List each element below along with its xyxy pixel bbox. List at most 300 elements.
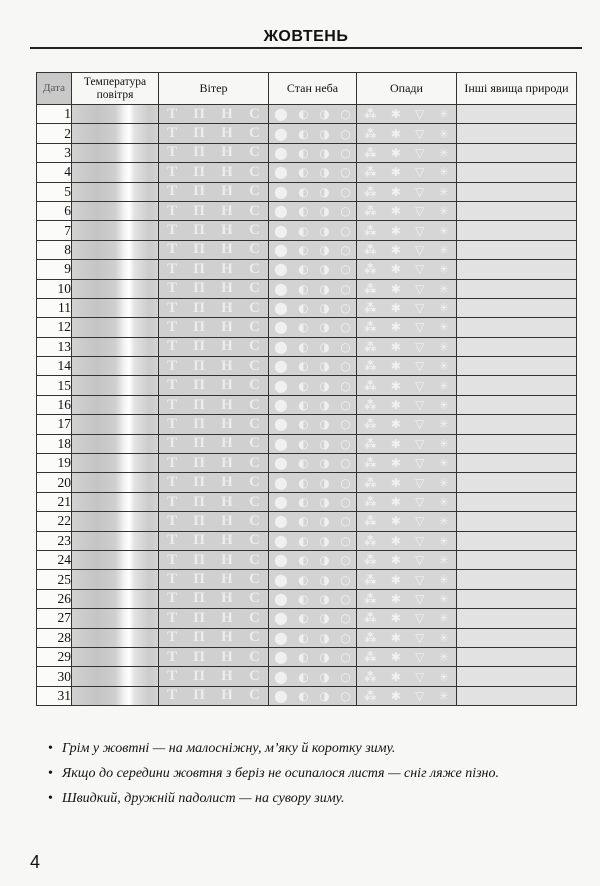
wind-cell[interactable]: [159, 201, 269, 220]
wind-symbol: Н: [221, 435, 233, 452]
wind-direction-symbols: [159, 454, 268, 472]
precipitation-icons: [357, 183, 456, 201]
precipitation-cell[interactable]: [357, 570, 457, 589]
sky-cell[interactable]: [269, 201, 357, 220]
wind-cell[interactable]: [159, 667, 269, 686]
sky-cell[interactable]: [269, 512, 357, 531]
wind-direction-symbols: [159, 570, 268, 588]
other-phenomena-cell[interactable]: [457, 240, 577, 259]
sky-cell[interactable]: [269, 143, 357, 162]
sky-icons: [269, 318, 356, 336]
temperature-cell[interactable]: [72, 298, 159, 317]
other-phenomena-cell[interactable]: [457, 260, 577, 279]
precipitation-cell[interactable]: [357, 473, 457, 492]
partly-cloudy-icon: ◐: [298, 204, 309, 219]
wind-symbol: П: [193, 280, 205, 297]
sky-icons: [269, 280, 356, 298]
precipitation-cell[interactable]: [357, 124, 457, 143]
header-wind: Вітер: [159, 73, 269, 105]
clear-sky-icon: ⬤: [274, 398, 288, 413]
sky-cell[interactable]: [269, 337, 357, 356]
snow-icon: ✱: [390, 126, 401, 141]
wind-symbol: Т: [167, 648, 178, 665]
saying-item: [48, 790, 588, 815]
temperature-cell[interactable]: [72, 492, 159, 511]
precipitation-cell[interactable]: [357, 609, 457, 628]
wind-symbol: Т: [167, 571, 178, 588]
precipitation-cell[interactable]: [357, 415, 457, 434]
partly-cloudy-icon: ◐: [298, 126, 309, 141]
other-phenomena-cell[interactable]: [457, 298, 577, 317]
frost-icon: ✳: [438, 281, 449, 296]
date-cell: 27: [37, 609, 72, 628]
other-phenomena-cell[interactable]: [457, 124, 577, 143]
wind-symbol: Т: [167, 260, 178, 277]
snow-icon: ✱: [390, 669, 401, 684]
overcast-icon: ○: [340, 301, 351, 316]
sky-cell[interactable]: [269, 589, 357, 608]
temperature-cell[interactable]: [72, 240, 159, 259]
other-phenomena-cell[interactable]: [457, 395, 577, 414]
snow-icon: ✱: [390, 204, 401, 219]
partly-cloudy-icon: ◐: [298, 378, 309, 393]
precipitation-cell[interactable]: [357, 550, 457, 569]
precipitation-icons: [357, 163, 456, 181]
wind-cell[interactable]: [159, 531, 269, 550]
precipitation-cell[interactable]: [357, 143, 457, 162]
wind-symbol: Н: [221, 668, 233, 685]
date-cell: 29: [37, 647, 72, 666]
wind-direction-symbols: [159, 667, 268, 685]
wind-symbol: П: [193, 105, 205, 122]
wind-cell[interactable]: [159, 337, 269, 356]
wind-symbol: С: [249, 551, 260, 568]
frost-icon: ✳: [438, 242, 449, 257]
sky-cell[interactable]: [269, 376, 357, 395]
overcast-icon: ○: [340, 126, 351, 141]
overcast-icon: ○: [340, 572, 351, 587]
other-phenomena-cell[interactable]: [457, 531, 577, 550]
sky-cell[interactable]: [269, 260, 357, 279]
wind-symbol: П: [193, 241, 205, 258]
sky-cell[interactable]: [269, 182, 357, 201]
snow-icon: ✱: [390, 184, 401, 199]
wind-symbol: С: [249, 377, 260, 394]
wind-cell[interactable]: [159, 357, 269, 376]
precipitation-cell[interactable]: [357, 376, 457, 395]
half-cloudy-icon: ◑: [319, 339, 330, 354]
wind-cell[interactable]: [159, 415, 269, 434]
other-phenomena-cell[interactable]: [457, 201, 577, 220]
temperature-cell[interactable]: [72, 415, 159, 434]
table-row: [37, 201, 577, 220]
sky-cell[interactable]: [269, 570, 357, 589]
wind-cell[interactable]: [159, 163, 269, 182]
date-cell: 20: [37, 473, 72, 492]
wind-symbol: С: [249, 532, 260, 549]
temperature-cell[interactable]: [72, 589, 159, 608]
wind-symbol: С: [249, 280, 260, 297]
precipitation-icons: [357, 124, 456, 142]
temperature-cell[interactable]: [72, 357, 159, 376]
temperature-cell[interactable]: [72, 434, 159, 453]
other-phenomena-cell[interactable]: [457, 434, 577, 453]
temperature-cell[interactable]: [72, 473, 159, 492]
wind-symbol: С: [249, 396, 260, 413]
sky-cell[interactable]: [269, 531, 357, 550]
precipitation-cell[interactable]: [357, 318, 457, 337]
precipitation-cell[interactable]: [357, 279, 457, 298]
wind-cell[interactable]: [159, 454, 269, 473]
precipitation-icons: [357, 415, 456, 433]
overcast-icon: ○: [340, 359, 351, 374]
temperature-cell[interactable]: [72, 337, 159, 356]
partly-cloudy-icon: ◐: [298, 359, 309, 374]
rain-icon: ⁂: [364, 126, 377, 141]
wind-cell[interactable]: [159, 298, 269, 317]
precipitation-cell[interactable]: [357, 667, 457, 686]
partly-cloudy-icon: ◐: [298, 223, 309, 238]
clear-sky-icon: ⬤: [274, 475, 288, 490]
folk-sayings: [48, 740, 588, 815]
precipitation-icons: [357, 202, 456, 220]
date-cell: 30: [37, 667, 72, 686]
precipitation-cell[interactable]: [357, 647, 457, 666]
rain-icon: ⁂: [364, 688, 377, 703]
precipitation-cell[interactable]: [357, 240, 457, 259]
sky-cell[interactable]: [269, 124, 357, 143]
wind-symbol: П: [193, 183, 205, 200]
wind-cell[interactable]: [159, 124, 269, 143]
temperature-cell[interactable]: [72, 124, 159, 143]
wind-cell[interactable]: [159, 686, 269, 705]
temperature-cell[interactable]: [72, 221, 159, 240]
wind-cell[interactable]: [159, 395, 269, 414]
rain-icon: ⁂: [364, 669, 377, 684]
half-cloudy-icon: ◑: [319, 184, 330, 199]
wind-symbol: Н: [221, 648, 233, 665]
wind-symbol: Н: [221, 512, 233, 529]
date-cell: 2: [37, 124, 72, 143]
temperature-cell[interactable]: [72, 454, 159, 473]
frost-icon: ✳: [438, 320, 449, 335]
other-phenomena-cell[interactable]: [457, 628, 577, 647]
partly-cloudy-icon: ◐: [298, 436, 309, 451]
temperature-cell[interactable]: [72, 395, 159, 414]
wind-symbol: П: [193, 338, 205, 355]
wind-symbol: С: [249, 668, 260, 685]
sky-icons: [269, 376, 356, 394]
frost-icon: ✳: [438, 591, 449, 606]
frost-icon: ✳: [438, 630, 449, 645]
partly-cloudy-icon: ◐: [298, 301, 309, 316]
precipitation-cell[interactable]: [357, 337, 457, 356]
sky-icons: [269, 221, 356, 239]
sky-cell[interactable]: [269, 240, 357, 259]
wind-cell[interactable]: [159, 221, 269, 240]
precipitation-cell[interactable]: [357, 260, 457, 279]
overcast-icon: ○: [340, 165, 351, 180]
wind-direction-symbols: [159, 280, 268, 298]
temperature-cell[interactable]: [72, 512, 159, 531]
sky-icons: [269, 629, 356, 647]
temperature-cell[interactable]: [72, 667, 159, 686]
clear-sky-icon: ⬤: [274, 223, 288, 238]
other-phenomena-cell[interactable]: [457, 221, 577, 240]
wind-direction-symbols: [159, 260, 268, 278]
precipitation-cell[interactable]: [357, 395, 457, 414]
wind-symbol: Т: [167, 338, 178, 355]
date-cell: 8: [37, 240, 72, 259]
other-phenomena-cell[interactable]: [457, 647, 577, 666]
precipitation-cell[interactable]: [357, 686, 457, 705]
sky-cell[interactable]: [269, 105, 357, 124]
temperature-cell[interactable]: [72, 570, 159, 589]
sky-cell[interactable]: [269, 667, 357, 686]
other-phenomena-cell[interactable]: [457, 492, 577, 511]
precipitation-cell[interactable]: [357, 105, 457, 124]
wind-symbol: Н: [221, 590, 233, 607]
precipitation-cell[interactable]: [357, 298, 457, 317]
rain-icon: ⁂: [364, 495, 377, 509]
wind-cell[interactable]: [159, 318, 269, 337]
temperature-cell[interactable]: [72, 531, 159, 550]
wind-cell[interactable]: [159, 647, 269, 666]
clear-sky-icon: ⬤: [274, 456, 288, 471]
wind-cell[interactable]: [159, 376, 269, 395]
bullet-icon: •: [48, 741, 53, 756]
other-phenomena-cell[interactable]: [457, 589, 577, 608]
other-phenomena-cell[interactable]: [457, 337, 577, 356]
date-cell: 16: [37, 395, 72, 414]
sky-cell[interactable]: [269, 279, 357, 298]
rain-icon: ⁂: [364, 359, 377, 374]
hail-icon: ▽: [415, 553, 425, 568]
wind-symbol: П: [193, 532, 205, 549]
precipitation-cell[interactable]: [357, 163, 457, 182]
wind-direction-symbols: [159, 473, 268, 491]
table-row: [37, 376, 577, 395]
sky-cell[interactable]: [269, 318, 357, 337]
wind-cell[interactable]: [159, 182, 269, 201]
sky-cell[interactable]: [269, 163, 357, 182]
wind-direction-symbols: [159, 202, 268, 220]
hail-icon: ▽: [415, 398, 425, 413]
wind-symbol: С: [249, 629, 260, 646]
wind-symbol: Н: [221, 338, 233, 355]
rain-icon: ⁂: [364, 184, 377, 199]
frost-icon: ✳: [438, 514, 449, 529]
partly-cloudy-icon: ◐: [298, 417, 309, 432]
sky-cell[interactable]: [269, 492, 357, 511]
sky-icons: [269, 435, 356, 453]
temperature-cell[interactable]: [72, 143, 159, 162]
wind-cell[interactable]: [159, 589, 269, 608]
partly-cloudy-icon: ◐: [298, 281, 309, 296]
temperature-cell[interactable]: [72, 647, 159, 666]
rain-icon: ⁂: [364, 514, 377, 529]
precipitation-cell[interactable]: [357, 221, 457, 240]
precipitation-icons: [357, 473, 456, 491]
precipitation-cell[interactable]: [357, 628, 457, 647]
wind-cell[interactable]: [159, 550, 269, 569]
other-phenomena-cell[interactable]: [457, 550, 577, 569]
wind-symbol: Н: [221, 629, 233, 646]
precipitation-cell[interactable]: [357, 531, 457, 550]
temperature-cell[interactable]: [72, 609, 159, 628]
hail-icon: ▽: [415, 688, 425, 703]
overcast-icon: ○: [340, 688, 351, 703]
snow-icon: ✱: [390, 242, 401, 257]
wind-cell[interactable]: [159, 279, 269, 298]
wind-symbol: Н: [221, 377, 233, 394]
snow-icon: ✱: [390, 533, 401, 548]
wind-symbol: Т: [167, 687, 178, 704]
wind-cell[interactable]: [159, 570, 269, 589]
overcast-icon: ○: [340, 591, 351, 606]
half-cloudy-icon: ◑: [319, 591, 330, 606]
sky-cell[interactable]: [269, 454, 357, 473]
precipitation-cell[interactable]: [357, 512, 457, 531]
snow-icon: ✱: [390, 378, 401, 393]
other-phenomena-cell[interactable]: [457, 357, 577, 376]
precipitation-icons: [357, 667, 456, 685]
snow-icon: ✱: [390, 417, 401, 432]
temperature-cell[interactable]: [72, 260, 159, 279]
wind-cell[interactable]: [159, 628, 269, 647]
temperature-cell[interactable]: [72, 376, 159, 395]
other-phenomena-cell[interactable]: [457, 279, 577, 298]
wind-symbol: Т: [167, 105, 178, 122]
half-cloudy-icon: ◑: [319, 204, 330, 219]
precipitation-cell[interactable]: [357, 434, 457, 453]
partly-cloudy-icon: ◐: [298, 456, 309, 471]
sky-cell[interactable]: [269, 686, 357, 705]
sky-icons: [269, 648, 356, 666]
date-cell: 9: [37, 260, 72, 279]
other-phenomena-cell[interactable]: [457, 667, 577, 686]
other-phenomena-cell[interactable]: [457, 143, 577, 162]
temperature-cell[interactable]: [72, 163, 159, 182]
clear-sky-icon: ⬤: [274, 436, 288, 451]
other-phenomena-cell[interactable]: [457, 512, 577, 531]
precipitation-cell[interactable]: [357, 357, 457, 376]
partly-cloudy-icon: ◐: [298, 398, 309, 413]
overcast-icon: ○: [340, 495, 351, 509]
wind-symbol: П: [193, 590, 205, 607]
wind-symbol: П: [193, 377, 205, 394]
wind-cell[interactable]: [159, 434, 269, 453]
temperature-cell[interactable]: [72, 105, 159, 124]
sky-cell[interactable]: [269, 473, 357, 492]
wind-symbol: П: [193, 454, 205, 471]
sky-cell[interactable]: [269, 609, 357, 628]
half-cloudy-icon: ◑: [319, 262, 330, 277]
other-phenomena-cell[interactable]: [457, 376, 577, 395]
overcast-icon: ○: [340, 378, 351, 393]
wind-symbol: Н: [221, 105, 233, 122]
wind-cell[interactable]: [159, 143, 269, 162]
sky-cell[interactable]: [269, 298, 357, 317]
other-phenomena-cell[interactable]: [457, 570, 577, 589]
other-phenomena-cell[interactable]: [457, 318, 577, 337]
wind-cell[interactable]: [159, 105, 269, 124]
wind-cell[interactable]: [159, 260, 269, 279]
wind-symbol: С: [249, 222, 260, 239]
wind-cell[interactable]: [159, 609, 269, 628]
temperature-cell[interactable]: [72, 279, 159, 298]
other-phenomena-cell[interactable]: [457, 454, 577, 473]
clear-sky-icon: ⬤: [274, 320, 288, 335]
hail-icon: ▽: [415, 650, 425, 665]
rain-icon: ⁂: [364, 475, 377, 490]
wind-cell[interactable]: [159, 240, 269, 259]
precipitation-cell[interactable]: [357, 182, 457, 201]
hail-icon: ▽: [415, 223, 425, 238]
sky-cell[interactable]: [269, 628, 357, 647]
other-phenomena-cell[interactable]: [457, 105, 577, 124]
partly-cloudy-icon: ◐: [298, 572, 309, 587]
date-cell: 14: [37, 357, 72, 376]
precipitation-icons: [357, 609, 456, 627]
frost-icon: ✳: [438, 495, 449, 509]
precipitation-cell[interactable]: [357, 201, 457, 220]
hail-icon: ▽: [415, 417, 425, 432]
wind-symbol: Н: [221, 299, 233, 316]
snow-icon: ✱: [390, 611, 401, 626]
wind-symbol: П: [193, 668, 205, 685]
precipitation-cell[interactable]: [357, 492, 457, 511]
temperature-cell[interactable]: [72, 686, 159, 705]
sky-cell[interactable]: [269, 647, 357, 666]
hail-icon: ▽: [415, 339, 425, 354]
precipitation-cell[interactable]: [357, 589, 457, 608]
other-phenomena-cell[interactable]: [457, 415, 577, 434]
precipitation-cell[interactable]: [357, 454, 457, 473]
wind-symbol: П: [193, 687, 205, 704]
other-phenomena-cell[interactable]: [457, 609, 577, 628]
wind-symbol: Т: [167, 318, 178, 335]
wind-symbol: Т: [167, 668, 178, 685]
wind-cell[interactable]: [159, 473, 269, 492]
sky-cell[interactable]: [269, 415, 357, 434]
wind-symbol: Н: [221, 609, 233, 626]
other-phenomena-cell[interactable]: [457, 163, 577, 182]
sky-cell[interactable]: [269, 550, 357, 569]
sky-cell[interactable]: [269, 357, 357, 376]
wind-cell[interactable]: [159, 512, 269, 531]
date-cell: 23: [37, 531, 72, 550]
temperature-cell[interactable]: [72, 201, 159, 220]
wind-symbol: С: [249, 590, 260, 607]
sky-cell[interactable]: [269, 434, 357, 453]
temperature-cell[interactable]: [72, 182, 159, 201]
hail-icon: ▽: [415, 301, 425, 316]
other-phenomena-cell[interactable]: [457, 686, 577, 705]
temperature-cell[interactable]: [72, 318, 159, 337]
sky-cell[interactable]: [269, 395, 357, 414]
temperature-cell[interactable]: [72, 628, 159, 647]
other-phenomena-cell[interactable]: [457, 473, 577, 492]
wind-symbol: Т: [167, 125, 178, 142]
date-cell: 15: [37, 376, 72, 395]
wind-cell[interactable]: [159, 492, 269, 511]
frost-icon: ✳: [438, 688, 449, 703]
table-row: [37, 279, 577, 298]
sky-cell[interactable]: [269, 221, 357, 240]
temperature-cell[interactable]: [72, 550, 159, 569]
other-phenomena-cell[interactable]: [457, 182, 577, 201]
